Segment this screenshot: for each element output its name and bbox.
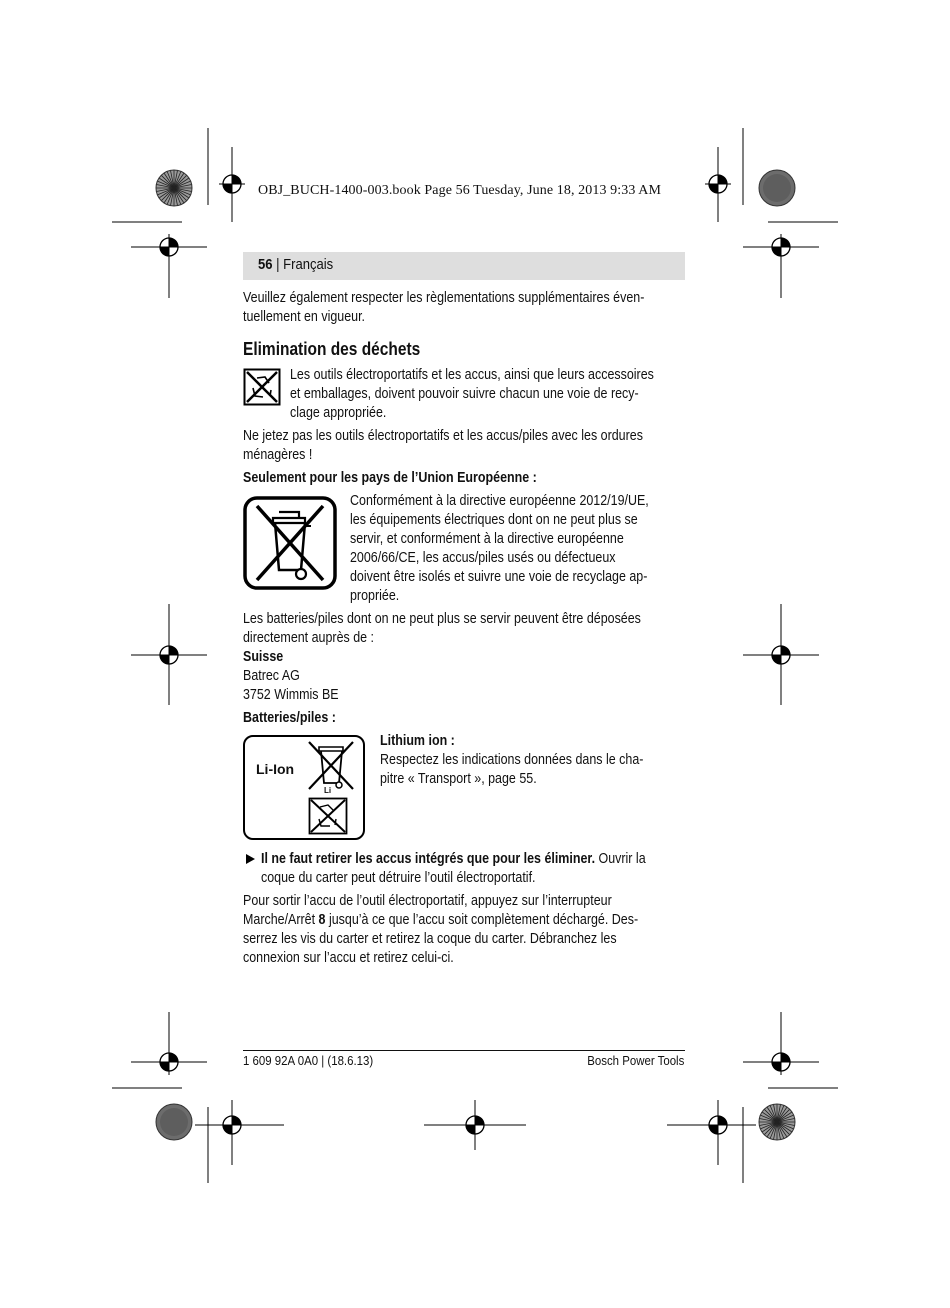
- eu-text-1: Conformément à la directive européenne 2012/19/UE,: [350, 493, 649, 509]
- footer-rule: [243, 1050, 685, 1051]
- eu-text-6: propriée.: [350, 588, 400, 604]
- icon-text-2: et emballages, doivent pouvoir suivre chacun une voie de recy-: [290, 386, 639, 402]
- eu-heading: Seulement pour les pays de l’Union Européenne :: [243, 470, 537, 486]
- removal-line-3: serrez les vis du carter et retirez la coque du carter. Débranchez les: [243, 931, 617, 947]
- no-household-2: ménagères !: [243, 447, 313, 463]
- footer-left: 1 609 92A 0A0 | (18.6.13): [243, 1053, 374, 1068]
- removal-line-2-post: jusqu’à ce que l’accu soit complètement déchargé. Des-: [325, 912, 639, 928]
- footer-right: Bosch Power Tools: [586, 1053, 684, 1068]
- eu-text-5: doivent être isolés et suivre une voie de recyclage ap-: [350, 569, 648, 585]
- recycle-battery-icon: [308, 797, 348, 835]
- removal-line-1: Pour sortir l’accu de l’outil électroportatif, appuyez sur l’interrupteur: [243, 893, 612, 909]
- removal-line-4: connexion sur l’accu et retirez celui-ci.: [243, 950, 454, 966]
- address: 3752 Wimmis BE: [243, 687, 339, 703]
- warning-bold: Il ne faut retirer les accus intégrés que pour les éliminer.: [261, 851, 596, 867]
- eu-text-2: les équipements électriques dont on ne peut plus se: [350, 512, 638, 528]
- eu-text-3: servir, et conformément à la directive européenne: [350, 531, 624, 547]
- icon-text-3: clage appropriée.: [290, 405, 387, 421]
- batteries-heading: Batteries/piles :: [243, 710, 336, 726]
- lithium-text-1: Respectez les indications données dans le cha-: [380, 752, 644, 768]
- intro-line-2: tuellement en vigueur.: [243, 309, 366, 325]
- crossed-bin-icon: [243, 496, 337, 590]
- header-separator: |: [272, 257, 284, 273]
- crossed-battery-bin-icon: [303, 739, 363, 797]
- removal-line-2-pre: Marche/Arrêt: [243, 912, 319, 928]
- warning-line-1: [261, 850, 646, 869]
- removal-line-2: [243, 911, 638, 930]
- country: Suisse: [243, 649, 284, 665]
- section-title: Elimination des déchets: [243, 339, 421, 359]
- company: Batrec AG: [243, 668, 300, 684]
- no-household-1: Ne jetez pas les outils électroportatifs et les accus/piles avec les ordures: [243, 428, 643, 444]
- icon-text-1: Les outils électroportatifs et les accus, ainsi que leurs accessoires: [290, 367, 654, 383]
- bullet-triangle-icon: [246, 854, 255, 864]
- warning-rest: Ouvrir la: [595, 851, 646, 867]
- page-header: [243, 252, 685, 280]
- warning-line-2: coque du carter peut détruire l’outil électroportatif.: [261, 870, 536, 886]
- li-ion-text: Li-Ion: [256, 761, 295, 777]
- header-language: Français: [283, 257, 334, 273]
- lithium-heading: Lithium ion :: [380, 733, 455, 749]
- batteries-text-2: directement auprès de :: [243, 630, 375, 646]
- batteries-text-1: Les batteries/piles dont on ne peut plus se servir peuvent être déposées: [243, 611, 641, 627]
- intro-line-1: Veuillez également respecter les règlementations supplémentaires éven-: [243, 290, 645, 306]
- lithium-text-2: pitre « Transport », page 55.: [380, 771, 537, 787]
- print-slug: OBJ_BUCH-1400-003.book Page 56 Tuesday, June 18, 2013 9:33 AM: [258, 183, 662, 198]
- eu-text-4: 2006/66/CE, les accus/piles usés ou défectueux: [350, 550, 616, 566]
- recycling-packaging-icon: [243, 368, 281, 406]
- li-ion-label-icon: [243, 735, 365, 840]
- page-number: 56: [258, 257, 273, 273]
- li-small-text: Li: [324, 786, 332, 795]
- switch-number: 8: [318, 912, 326, 928]
